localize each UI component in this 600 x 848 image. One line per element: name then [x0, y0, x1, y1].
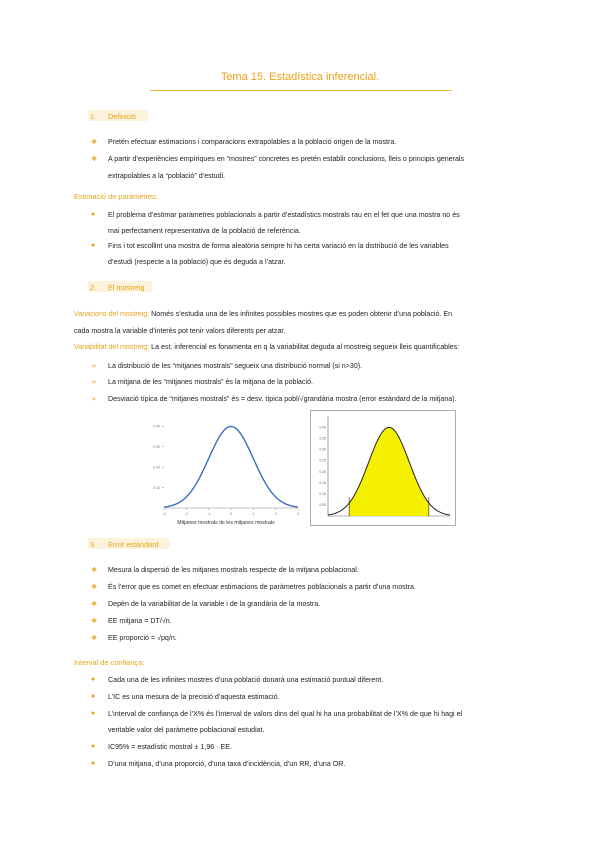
normal-curve-line	[164, 426, 298, 507]
section-heading-error	[90, 540, 159, 549]
list-item: D’una mitjana, d’una proporció, d’una taxa d’incidència, d’un RR, d’una OR.	[108, 760, 346, 768]
y-tick-label: 0.20	[153, 465, 160, 470]
x-tick-label: 3	[296, 512, 300, 516]
normal-curve-chart	[142, 408, 304, 528]
diamond-bullet-icon: ❖	[91, 156, 98, 163]
list-item: EE proporció = √pq/n.	[108, 634, 177, 642]
dot-bullet-icon: ●	[91, 710, 96, 717]
list-item-continuation: veritable valor del paràmetre poblacional estudiat.	[108, 726, 265, 734]
title-underline	[150, 90, 452, 91]
x-tick-label: -3	[162, 512, 166, 516]
section-label: El mostreig	[108, 283, 145, 292]
list-item: EE mitjana = DT/√n.	[108, 617, 172, 625]
list-item: És l’error que es comet en efectuar estimacions de paràmetres poblacionals a partir d’una mostra.	[108, 583, 416, 591]
y-tick-label: 0.15	[319, 480, 326, 485]
list-item: Pretén efectuar estimacions i comparacions extrapolables a la població origen de la mostra.	[108, 138, 397, 146]
x-tick-label: 0	[229, 512, 233, 516]
list-item: Depèn de la variabilitat de la variable i de la grandària de la mostra.	[108, 600, 321, 608]
dot-bullet-icon: ●	[91, 743, 96, 750]
section-label: Error estàndard	[108, 540, 159, 549]
dot-bullet-icon: ●	[91, 760, 96, 767]
list-item-continuation: extrapolables a la “població” d’estudi.	[108, 172, 226, 180]
list-item: L’interval de confiança de l’X% és l’interval de valors dins del qual hi ha una probabilitat de l’X% de que hi hagi el	[108, 710, 463, 718]
diamond-bullet-icon: ❖	[91, 618, 98, 625]
section-number: 1.	[90, 112, 97, 121]
inline-label: Variacions del mostreig:	[74, 310, 150, 318]
dot-bullet-icon: ●	[91, 211, 96, 218]
paragraph-variacions	[74, 310, 452, 319]
y-tick-label: 0.20	[319, 469, 326, 474]
list-item-continuation: mai perfectament representativa de la població de referència.	[108, 227, 301, 235]
section-number: 2.	[90, 283, 97, 292]
y-tick-label: 0.25	[319, 458, 326, 463]
inline-text: Només s’estudia una de les infinites possibles mostres que es poden obtenir d’una població. En	[149, 310, 453, 318]
inline-text: La est. inferencial es fonamenta en q la variabilitat deguda al mostreig segueix lleis quantificables:	[149, 343, 460, 351]
paragraph-variabilitat	[74, 343, 459, 352]
list-item: A partir d’experiències empíriques en “mostres” concretes es pretén establir conclusions, lleis o principis generals	[108, 155, 465, 163]
arrow-bullet-icon: ➢	[91, 363, 97, 370]
y-axis	[153, 425, 298, 508]
list-item: Cada una de les infinites mostres d’una població donarà una estimació puntual diferent.	[108, 676, 384, 684]
y-tick-label: 0.40	[153, 424, 160, 429]
list-item-continuation: d’estudi (respecte a la població) que és deguda a l’atzar.	[108, 258, 286, 266]
y-tick-label: 0.35	[319, 436, 326, 441]
list-item: L’IC es una mesura de la precisió d’aquesta estimació.	[108, 693, 280, 701]
list-item: Desviació típica de “mitjanes mostrals” és = desv. típica pobl/√grandària mostra (error estàndard de la mitjana).	[108, 395, 457, 403]
diamond-bullet-icon: ❖	[91, 584, 98, 591]
section-number: 3.	[90, 540, 97, 549]
diamond-bullet-icon: ❖	[91, 139, 98, 146]
list-item: El problema d’estimar paràmetres poblacionals a partir d’estadístics mostrals rau en el fet que una mostra no és	[108, 211, 460, 219]
section-heading-mostreig	[90, 283, 145, 292]
section-label: Definició	[108, 112, 136, 121]
dot-bullet-icon: ●	[91, 693, 96, 700]
section-heading-definicio	[90, 112, 136, 121]
y-tick-label: 0.40	[319, 425, 326, 430]
x-tick-label: 2	[274, 512, 277, 516]
y-tick-label: 0.05	[319, 503, 326, 508]
diamond-bullet-icon: ❖	[91, 567, 98, 574]
inline-label: Variabilitat del mostreig:	[74, 343, 150, 351]
list-item: IC95% = estadístic mostral ± 1,96 · EE.	[108, 743, 232, 751]
subheading-estimacio: Estimació de paràmetres:	[74, 192, 158, 201]
subheading-interval: Interval de confiança:	[74, 658, 145, 667]
list-item: Mesura la dispersió de les mitjanes mostrals respecte de la mitjana poblacional.	[108, 566, 359, 574]
list-item: La distribució de les “mitjanes mostrals” segueix una distribució normal (si n>30).	[108, 362, 363, 370]
arrow-bullet-icon: ➢	[91, 379, 97, 386]
list-item: Fins i tot escollint una mostra de forma aleatòria sempre hi ha certa variació en la distribució de les variables	[108, 242, 449, 250]
list-item: La mitjana de les “mitjanes mostrals” és la mitjana de la població.	[108, 378, 314, 386]
y-tick-label: 0.30	[319, 447, 326, 452]
arrow-bullet-icon: ➢	[91, 396, 97, 403]
x-tick-label: -2	[184, 512, 189, 516]
x-tick-label: 1	[252, 512, 255, 516]
y-tick-label: 0.30	[153, 445, 160, 450]
dot-bullet-icon: ●	[91, 242, 96, 249]
paragraph-continuation: cada mostra la variable d’interès pot tenir valors diferents per atzar.	[74, 327, 286, 335]
page-title: Tema 15. Estadística inferencial.	[220, 71, 380, 83]
x-axis	[162, 508, 299, 516]
dot-bullet-icon: ●	[91, 676, 96, 683]
x-tick-label: -1	[206, 512, 211, 516]
diamond-bullet-icon: ❖	[91, 601, 98, 608]
confidence-interval-chart	[310, 410, 456, 526]
diamond-bullet-icon: ❖	[91, 635, 98, 642]
y-tick-label: 0.10	[153, 486, 160, 491]
x-axis-label: Mitjanes mostrals de les mitjanes mostrals	[177, 520, 275, 526]
y-tick-label: 0.10	[319, 492, 326, 497]
